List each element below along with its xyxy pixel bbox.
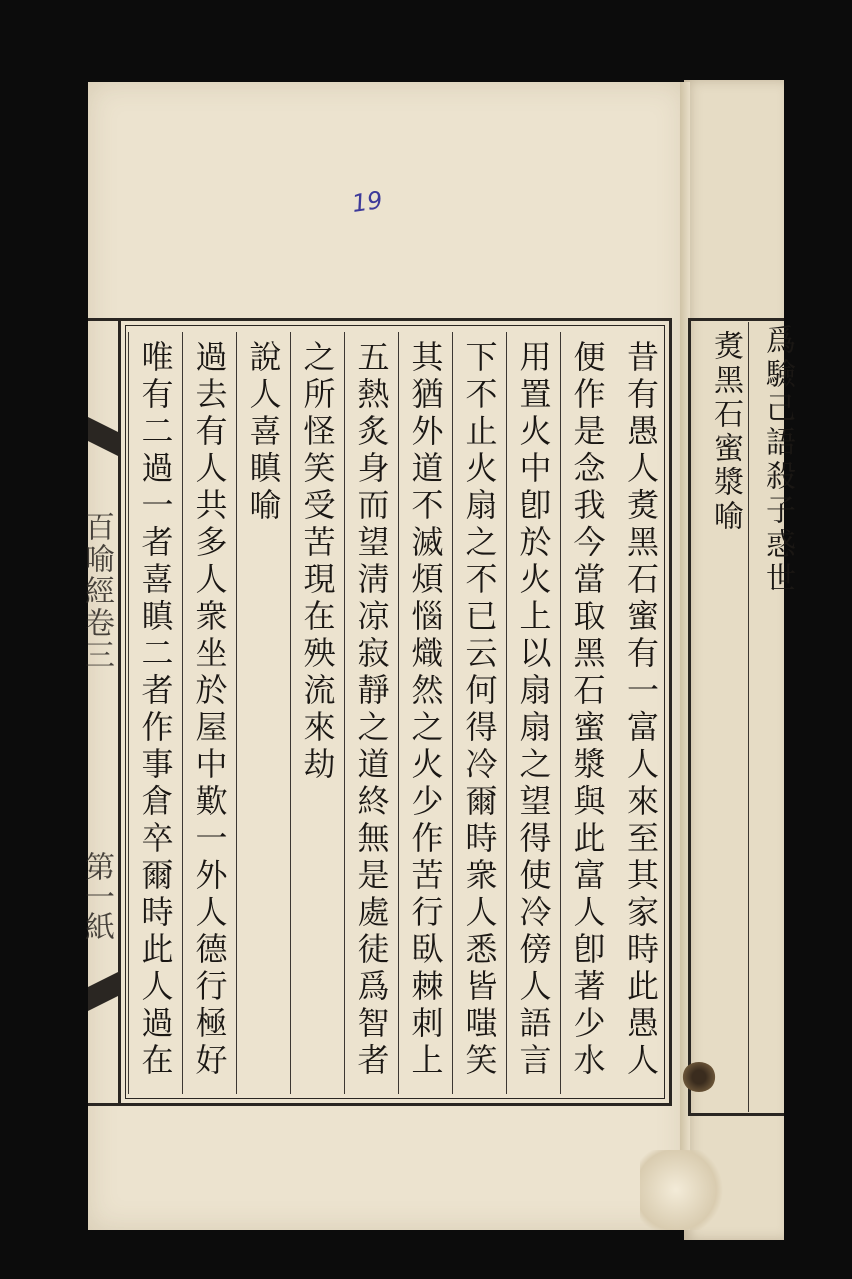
column-text: 之所怪笑受苦現在殃流來劫 — [298, 340, 337, 784]
handwritten-folio-number: 19 — [350, 186, 385, 218]
facing-column-2: 煑黑石蜜漿喻 — [708, 330, 743, 534]
paper-tear — [640, 1150, 730, 1230]
column-text: 下不止火扇之不已云何得冷爾時衆人悉皆嗤笑 — [460, 340, 499, 1080]
facing-column-rule — [748, 322, 749, 1112]
text-column-9 — [182, 332, 236, 1094]
fish-tail-top — [88, 417, 120, 457]
block-heart — [79, 318, 120, 1106]
text-column-8 — [236, 332, 290, 1094]
text-column-7 — [290, 332, 344, 1094]
column-text: 昔有愚人煑黑石蜜有一富人來至其家時此愚人 — [622, 340, 660, 1080]
heart-title: 百喻經卷三 — [79, 511, 114, 671]
column-text: 五熱炙身而望淸凉寂靜之道終無是處徒爲智者 — [352, 340, 391, 1080]
column-text: 便作是念我今當取黑石蜜漿與此富人卽著少水 — [568, 340, 607, 1080]
column-text: 其猶外道不滅煩惱熾然之火少作苦行臥棘刺上 — [406, 340, 445, 1080]
heart-leaf-number: 第一紙 — [79, 851, 114, 941]
text-column-10 — [128, 332, 182, 1094]
text-column-4 — [452, 332, 506, 1094]
worm-hole — [682, 1062, 716, 1092]
text-column-6 — [344, 332, 398, 1094]
text-column-5 — [398, 332, 452, 1094]
column-title: 說人喜瞋喻 — [244, 340, 283, 525]
fish-tail-bottom — [88, 971, 120, 1011]
column-text: 唯有二過一者喜瞋二者作事倉卒爾時此人過在 — [136, 340, 175, 1080]
text-column-3 — [506, 332, 560, 1094]
column-text: 過去有人共多人衆坐於屋中歎一外人德行極好 — [190, 340, 229, 1080]
text-column-1 — [614, 332, 668, 1094]
column-text: 用置火中卽於火上以扇扇之望得使冷傍人語言 — [514, 340, 553, 1080]
text-column-2 — [560, 332, 614, 1094]
facing-column-1: 爲驗己語殺子惑世 — [760, 324, 795, 596]
